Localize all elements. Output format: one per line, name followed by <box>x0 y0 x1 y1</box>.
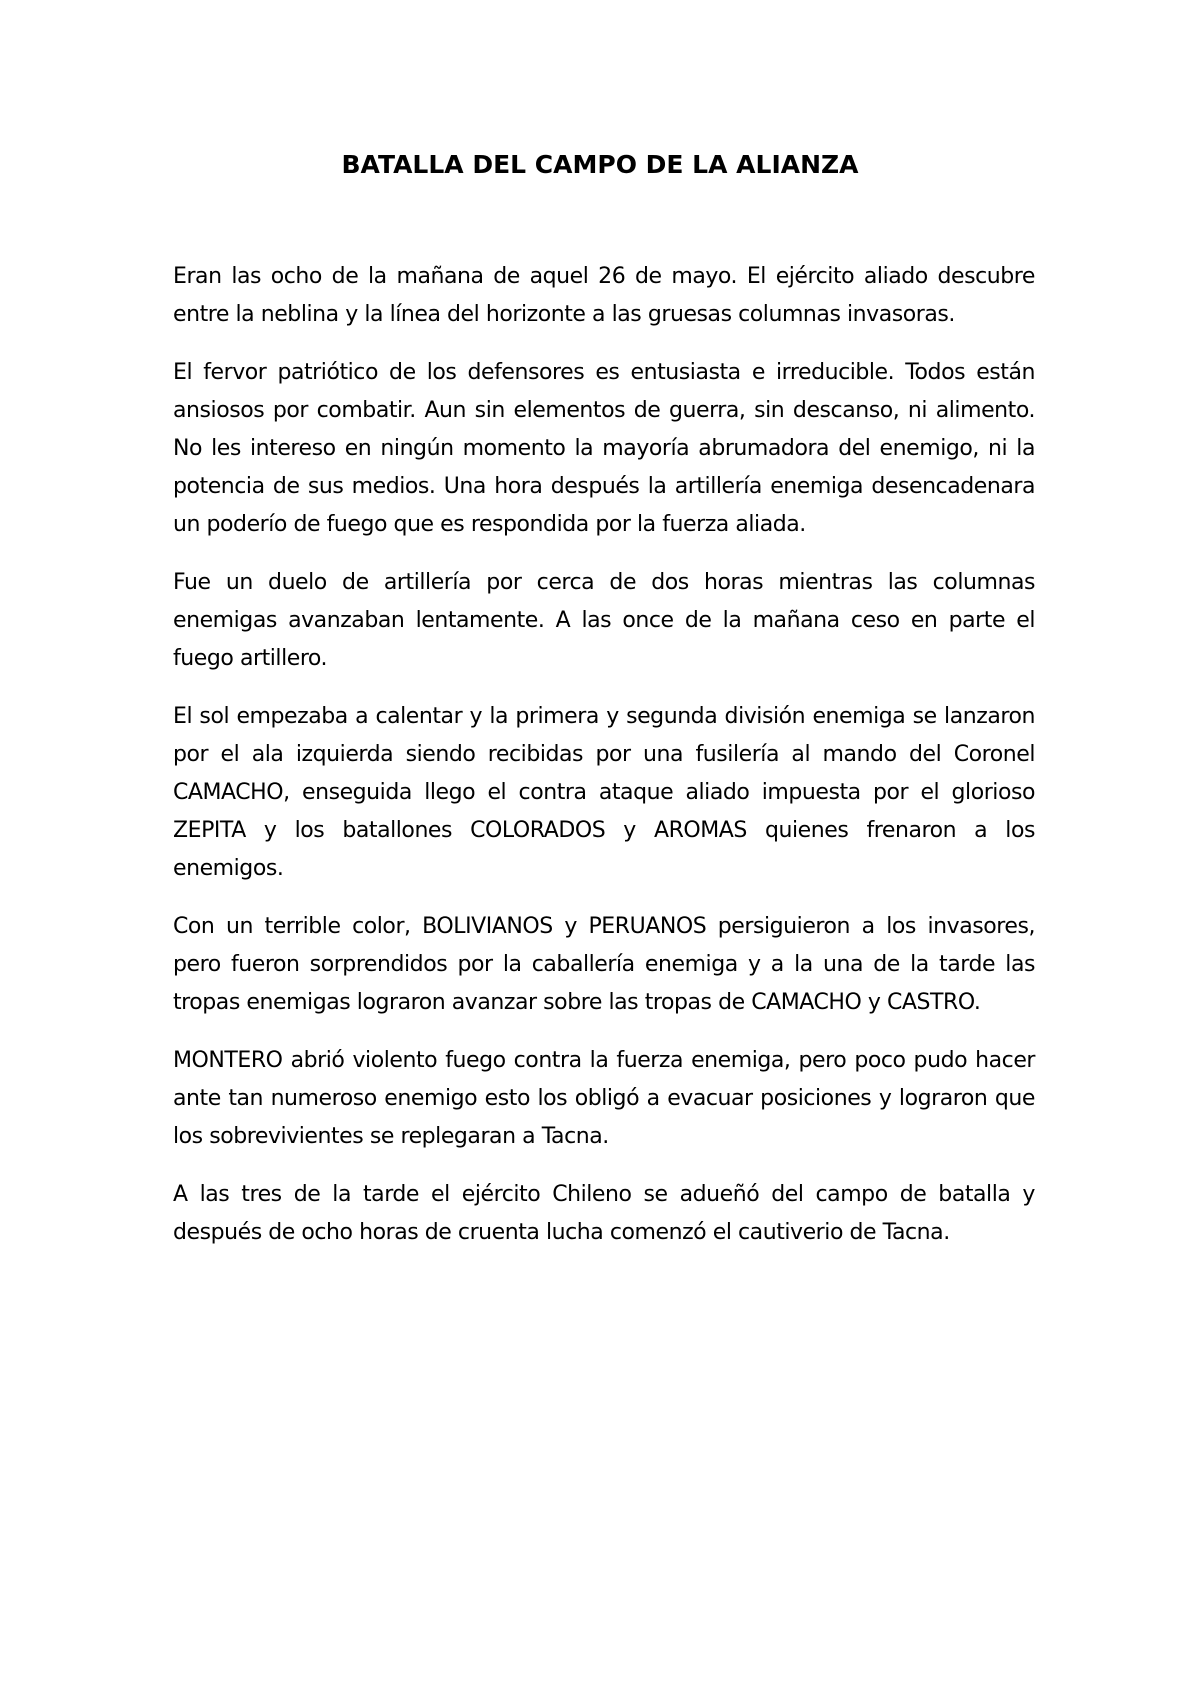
paragraph-3: Fue un duelo de artillería por cerca de dos horas mientras las columnas enemigas avanzaban lentamente. A las once de la mañana ceso en parte el fuego artillero. <box>173 570 1035 671</box>
paragraph-6: MONTERO abrió violento fuego contra la fuerza enemiga, pero poco pudo hacer ante tan numeroso enemigo esto los obligó a evacuar posiciones y lograron que los sobrevivientes se replegaran a Tacna. <box>173 1048 1035 1149</box>
paragraph-1: Eran las ocho de la mañana de aquel 26 de mayo. El ejército aliado descubre entre la neblina y la línea del horizonte a las gruesas columnas invasoras. <box>173 264 1035 327</box>
paragraph-5: Con un terrible color, BOLIVIANOS y PERUANOS persiguieron a los invasores, pero fueron sorprendidos por la caballería enemiga y a la una de la tarde las tropas enemigas lograron avanzar sobre las tropas de CAMACHO y CASTRO. <box>173 914 1035 1015</box>
paragraph-4: El sol empezaba a calentar y la primera y segunda división enemiga se lanzaron por el ala izquierda siendo recibidas por una fusilería al mando del Coronel CAMACHO, enseguida llego el contra ataque aliado impuesta por el glorioso ZEPITA y los batallones COLORADOS y AROMAS quienes frenaron a los enemigos. <box>173 704 1035 881</box>
paragraph-7: A las tres de la tarde el ejército Chileno se adueñó del campo de batalla y después de ocho horas de cruenta lucha comenzó el cautiverio de Tacna. <box>173 1182 1035 1245</box>
document-title: BATALLA DEL CAMPO DE LA ALIANZA <box>341 150 859 179</box>
document-body <box>173 258 1035 1272</box>
paragraph-2: El fervor patriótico de los defensores es entusiasta e irreducible. Todos están ansiosos por combatir. Aun sin elementos de guerra, sin descanso, ni alimento. No les intereso en ningún momento la mayoría abrumadora del enemigo, ni la potencia de sus medios. Una hora después la artillería enemiga desencadenara un poderío de fuego que es respondida por la fuerza aliada. <box>173 360 1035 537</box>
